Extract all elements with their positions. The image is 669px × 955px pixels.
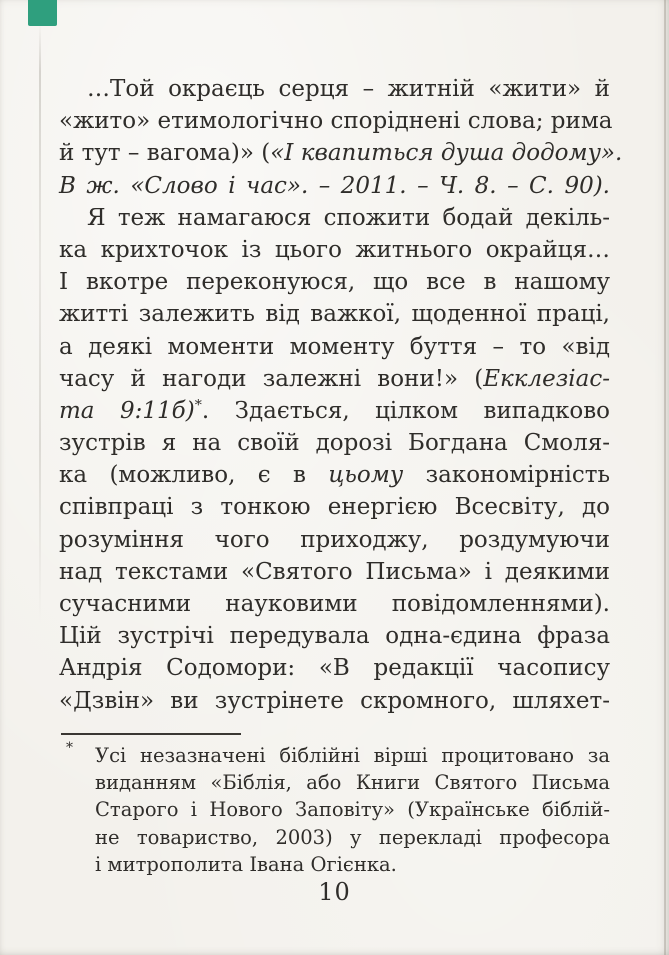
text-line: Андрія Содомори: «В редакції часопису [59, 655, 610, 682]
green-corner-mark [28, 0, 57, 26]
text-line: сучасними науковими повідомленнями). [59, 591, 610, 617]
text-line: В ж. «Слово і час». – 2011. – Ч. 8. – С. 90). [59, 172, 610, 199]
text-line: …Той окраєць серця – житній «жити» й [87, 76, 610, 102]
text-line: Цій зустрічі передувала одна-єдина фраза [59, 623, 610, 650]
text-line: співпраці з тонкою енергією Всесвіту, до [59, 494, 610, 521]
text-line: Я теж намагаюся спожити бодай декіль- [87, 204, 610, 231]
footnote: * Усі незазначені біблійні вірші процитовано за виданням «Біблія, або Книги Святого Письма Старого і Нового Заповіту» (Українське біблій- не товариство, 2003) у перекладі професора і митрополита Івана Огієнка. [59, 742, 610, 878]
text-line: І вкотре переконуюся, що все в нашому [59, 269, 610, 296]
body-text [59, 73, 623, 717]
text-line: часу й нагоди залежні вони!» (Екклезіас- [59, 365, 610, 392]
footnote-text [95, 742, 610, 878]
footnote-line: виданням «Біблія, або Книги Святого Письма [95, 771, 610, 795]
footnote-line: Усі незазначені біблійні вірші процитовано за [95, 744, 610, 767]
text-line: «жито» етимологічно споріднені слова; рима [59, 108, 613, 135]
text-line: ка (можливо, є в цьому закономірність [59, 462, 611, 489]
paper-crease-line [39, 24, 41, 624]
text-line: житті залежить від важкої, щоденної праці, [59, 301, 610, 328]
text-line: «Дзвін» ви зустрінете скромного, шляхет- [59, 687, 610, 714]
text-line: та 9:11б)*. Здається, цілком випадково [59, 397, 610, 424]
page-number: 10 [318, 878, 351, 906]
text-line: а деякі моменти моменту буття – то «від [59, 333, 610, 360]
text-line: зустрів я на своїй дорозі Богдана Смоля- [59, 430, 610, 457]
text-line: ка крихточок із цього житнього окрайця… [59, 236, 610, 263]
text-line: розуміння чого приходжу, роздумуючи [59, 526, 610, 553]
footnote-line: і митрополита Івана Огієнка. [95, 852, 397, 876]
footnote-separator [61, 733, 241, 735]
text-line: й тут – вагома)» («І квапиться душа додому». [59, 140, 623, 167]
scan-edge-shadow [664, 0, 666, 955]
text-line: над текстами «Святого Письма» і деякими [59, 558, 610, 585]
footnote-line: не товариство, 2003) у перекладі професора [95, 825, 610, 849]
footnote-line: Старого і Нового Заповіту» (Українське біблій- [95, 798, 610, 822]
